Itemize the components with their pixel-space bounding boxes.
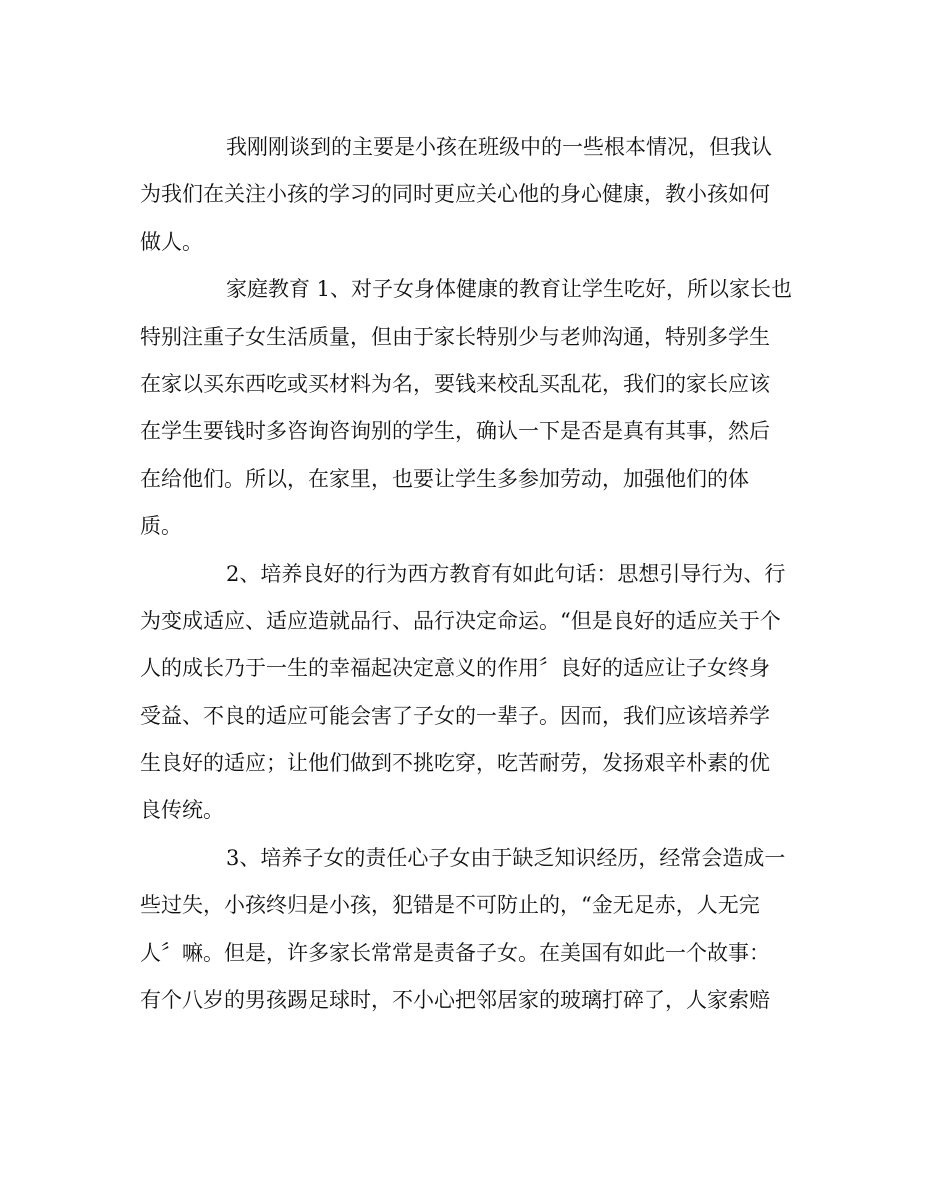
text-line: 有个八岁的男孩踢足球时，不小心把邻居家的玻璃打碎了，人家索赔 (140, 988, 770, 1013)
text-line: 做人。 (140, 229, 203, 254)
text-line: 生良好的适应；让他们做到不挑吃穿，吃苦耐劳，发扬艰辛朴素的优 (140, 751, 770, 776)
text-line: 良传统。 (140, 798, 224, 823)
paragraph-3 (140, 551, 812, 835)
text-line: 些过失，小孩终归是小孩，犯错是不可防止的，“金无足赤，人无完 (140, 893, 760, 918)
text-line: 特别注重子女生活质量，但由于家长特别少与老帅沟通，特别多学生 (140, 324, 770, 349)
text-line: 3、培养子女的责任心子女由于缺乏知识经历，经常会造成一 (226, 845, 786, 870)
text-line: 我刚刚谈到的主要是小孩在班级中的一些根本情况，但我认 (226, 135, 772, 159)
text-line: 受益、不良的适应可能会害了子女的一辈子。因而，我们应该培养学 (140, 703, 770, 728)
text-line: 为变成适应、适应造就品行、品行决定命运。“但是良好的适应关于个 (140, 608, 781, 633)
text-line: 家庭教育 1、对子女身体健康的教育让学生吃好，所以家长也 (226, 277, 793, 302)
text-line: 在给他们。所以，在家里，也要让学生多参加劳动，加强他们的体 (140, 466, 749, 491)
paragraph-4 (140, 835, 812, 1025)
text-line: 2、培养良好的行为西方教育有如此句话：思想引导行为、行 (226, 561, 786, 586)
text-line: 在家以买东西吃或买材料为名，要钱来校乱买乱花，我们的家长应该 (140, 371, 770, 396)
document-body (140, 124, 812, 1024)
text-line: 人的成长乃于一生的幸福起决定意义的作用〞良好的适应让子女终身 (140, 656, 770, 681)
text-line: 质。 (140, 514, 182, 539)
paragraph-1 (140, 124, 812, 266)
text-line: 在学生要钱时多咨询咨询别的学生，确认一下是否是真有其事，然后 (140, 419, 770, 444)
text-line: 人〞嘛。但是，许多家长常常是责备子女。在美国有如此一个故事： (140, 940, 770, 965)
text-line: 为我们在关注小孩的学习的同时更应关心他的身心健康，教小孩如何 (140, 182, 770, 207)
paragraph-2 (140, 266, 812, 550)
